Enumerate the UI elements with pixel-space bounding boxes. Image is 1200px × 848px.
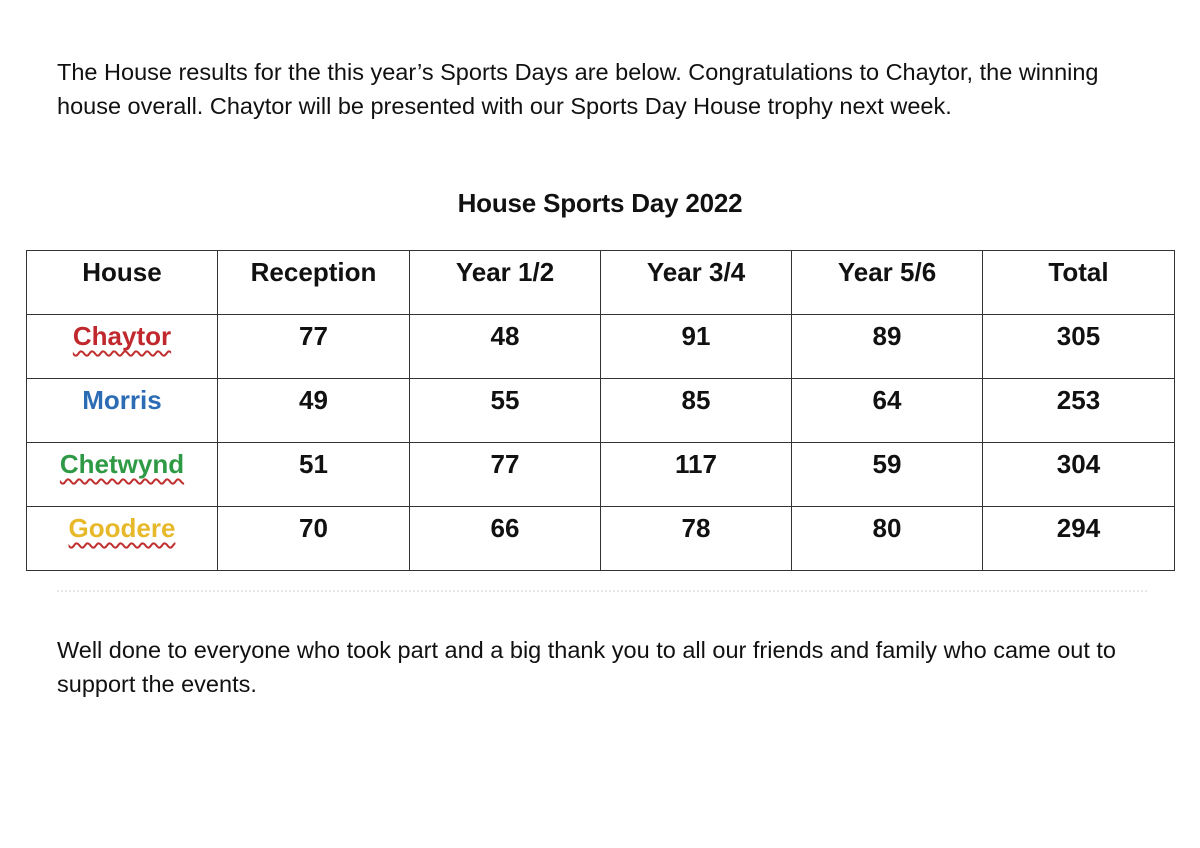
score-cell: 117 [601,443,792,507]
house-name-morris: Morris [82,385,162,415]
score-cell: 77 [218,315,410,379]
intro-paragraph: The House results for the this year’s Sports Days are below. Congratulations to Chaytor, the winning house overall. Chaytor will be presented with our Sports Day House trophy next week. [57,59,1099,119]
house-cell [27,379,218,443]
score-cell: 59 [792,443,983,507]
table-row [27,507,1175,571]
score-cell: 55 [410,379,601,443]
header-year-5-6: Year 5/6 [792,251,983,315]
results-table [26,250,1175,571]
header-total: Total [983,251,1175,315]
header-year-1-2: Year 1/2 [410,251,601,315]
house-cell [27,443,218,507]
score-cell: 85 [601,379,792,443]
total-cell: 304 [983,443,1175,507]
closing-paragraph: Well done to everyone who took part and a big thank you to all our friends and family who came out to support the events. [57,637,1116,697]
house-name-chaytor: Chaytor [72,321,172,351]
score-cell: 64 [792,379,983,443]
score-cell: 89 [792,315,983,379]
score-cell: 77 [410,443,601,507]
score-cell: 48 [410,315,601,379]
table-row [27,379,1175,443]
total-cell: 294 [983,507,1175,571]
header-year-3-4: Year 3/4 [601,251,792,315]
table-title: House Sports Day 2022 [457,188,743,218]
score-cell: 66 [410,507,601,571]
header-reception: Reception [218,251,410,315]
score-cell: 49 [218,379,410,443]
score-cell: 80 [792,507,983,571]
faint-divider [57,590,1147,598]
score-cell: 78 [601,507,792,571]
house-name-goodere: Goodere [68,513,176,543]
table-row [27,315,1175,379]
header-house: House [27,251,218,315]
table-row [27,443,1175,507]
score-cell: 51 [218,443,410,507]
score-cell: 70 [218,507,410,571]
house-cell [27,315,218,379]
total-cell: 305 [983,315,1175,379]
house-cell [27,507,218,571]
house-name-chetwynd: Chetwynd [59,449,185,479]
total-cell: 253 [983,379,1175,443]
table-header-row [27,251,1175,315]
score-cell: 91 [601,315,792,379]
